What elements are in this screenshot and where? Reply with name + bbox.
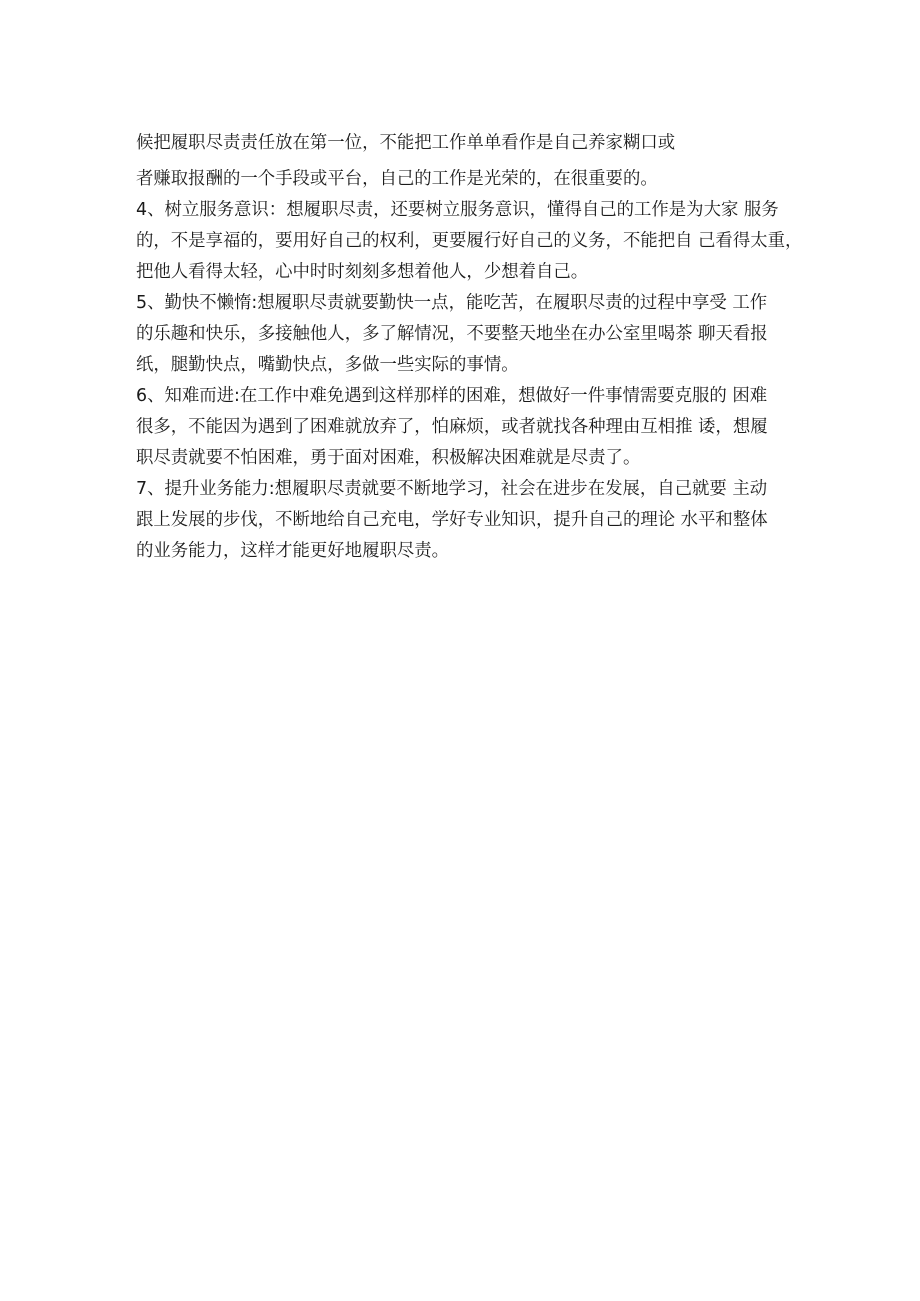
document-body (136, 128, 836, 567)
text-line-8: 纸，腿勤快点，嘴勤快点，多做一些实际的事情。 (136, 355, 519, 375)
text-line-12: 7、提升业务能力:想履职尽责就要不断地学习，社会在进步在发展，自己就要 主动 (136, 479, 768, 499)
text-line-2: 者赚取报酬的一个手段或平台，自己的工作是光荣的，在很重要的。 (136, 169, 658, 189)
text-line-14: 的业务能力，这样才能更好地履职尽责。 (136, 541, 450, 561)
text-line-11: 职尽责就要不怕困难，勇于面对困难，积极解决困难就是尽责了。 (136, 448, 641, 468)
text-line-6: 5、勤快不懒惰:想履职尽责就要勤快一点，能吃苦，在履职尽责的过程中享受 工作 (136, 293, 768, 313)
text-line-7: 的乐趣和快乐，多接触他人，多了解情况，不要整天地坐在办公室里喝茶 聊天看报 (136, 324, 768, 344)
text-line-10: 很多，不能因为遇到了困难就放弃了，怕麻烦，或者就找各种理由互相推 诿，想履 (136, 417, 768, 437)
text-line-9: 6、知难而进:在工作中难免遇到这样那样的困难，想做好一件事情需要克服的 困难 (136, 386, 768, 406)
text-line-13: 跟上发展的步伐，不断地给自己充电，学好专业知识，提升自己的理论 水平和整体 (136, 510, 768, 530)
text-line-3: 4、树立服务意识：想履职尽责，还要树立服务意识，懂得自己的工作是为大家 服务 (136, 200, 779, 220)
text-line-4: 的，不是享福的，要用好自己的权利，更要履行好自己的义务，不能把自 己看得太重， (136, 231, 803, 251)
text-line-1: 候把履职尽责责任放在第一位，不能把工作单单看作是自己养家糊口或 (136, 133, 676, 153)
text-line-5: 把他人看得太轻，心中时时刻刻多想着他人，少想着自己。 (136, 262, 589, 282)
